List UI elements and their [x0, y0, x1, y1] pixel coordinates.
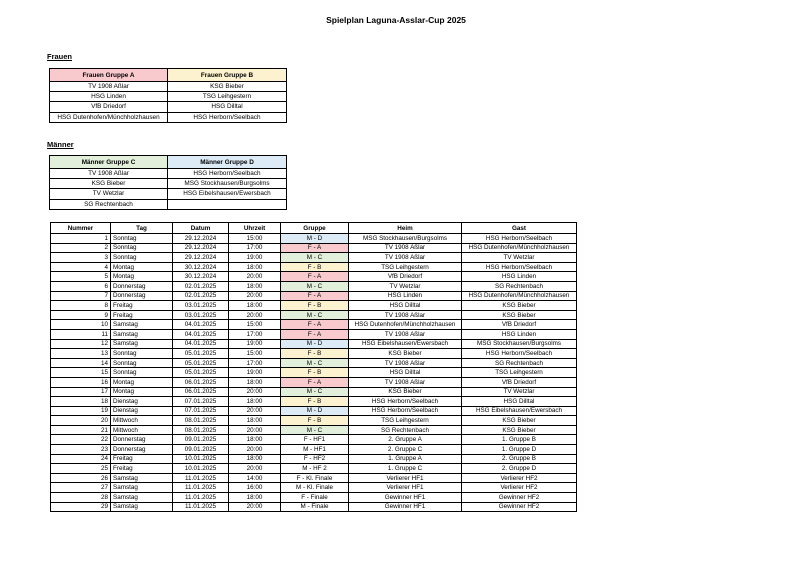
schedule-row [51, 435, 577, 445]
schedule-uhrzeit-cell: 18:00 [229, 397, 281, 407]
schedule-gast-cell: KSG Bieber [462, 301, 577, 311]
team-cell: HSG Herborn/Seelbach [168, 169, 287, 179]
schedule-datum-cell: 10.01.2025 [173, 464, 229, 474]
schedule-row [51, 358, 577, 368]
schedule-gast-cell: KSG Bieber [462, 416, 577, 426]
schedule-gast-cell: HSG Dutenhofen/Münchholzhausen [462, 291, 577, 301]
schedule-tag-cell: Sonntag [111, 368, 173, 378]
frauen-groups-table [49, 68, 287, 123]
schedule-nr-cell: 2 [51, 243, 111, 253]
schedule-gast-cell: TSG Leihgestern [462, 368, 577, 378]
schedule-uhrzeit-cell: 20:00 [229, 310, 281, 320]
schedule-uhrzeit-cell: 18:00 [229, 281, 281, 291]
schedule-row [51, 483, 577, 493]
team-cell: VfB Driedorf [50, 102, 168, 112]
schedule-uhrzeit-cell: 18:00 [229, 454, 281, 464]
schedule-gast-cell: Verlierer HF2 [462, 473, 577, 483]
schedule-gast-cell: KSG Bieber [462, 310, 577, 320]
schedule-heim-cell: Verlierer HF1 [349, 483, 462, 493]
schedule-row [51, 502, 577, 512]
schedule-uhrzeit-cell: 15:00 [229, 320, 281, 330]
schedule-nr-cell: 16 [51, 377, 111, 387]
schedule-heim-cell: 2. Gruppe A [349, 435, 462, 445]
schedule-uhrzeit-cell: 15:00 [229, 349, 281, 359]
schedule-nr-cell: 11 [51, 329, 111, 339]
schedule-tag-cell: Sonntag [111, 349, 173, 359]
schedule-row [51, 397, 577, 407]
group-team-row [50, 82, 287, 92]
team-cell: HSG Linden [50, 92, 168, 102]
schedule-row [51, 377, 577, 387]
schedule-tag-cell: Donnerstag [111, 445, 173, 455]
team-cell: TV 1908 Aßlar [50, 169, 168, 179]
schedule-gast-cell: VfB Driedorf [462, 377, 577, 387]
schedule-gruppe-cell: F - HF1 [281, 435, 349, 445]
schedule-gruppe-cell: M - D [281, 406, 349, 416]
group-team-row [50, 199, 287, 209]
schedule-nr-cell: 24 [51, 454, 111, 464]
schedule-nr-cell: 20 [51, 416, 111, 426]
schedule-tag-cell: Samstag [111, 320, 173, 330]
schedule-heim-cell: HSG Dutenhofen/Münchholzhausen [349, 320, 462, 330]
schedule-datum-cell: 02.01.2025 [173, 281, 229, 291]
group-team-row [50, 169, 287, 179]
maenner-groups-table [49, 155, 287, 210]
schedule-gruppe-cell: F - A [281, 329, 349, 339]
schedule-nr-cell: 10 [51, 320, 111, 330]
frauen-heading: Frauen [47, 52, 73, 61]
schedule-gruppe-cell: F - A [281, 320, 349, 330]
schedule-gast-cell: 2. Gruppe D [462, 464, 577, 474]
maenner-heading: Männer [47, 140, 74, 149]
schedule-tag-cell: Freitag [111, 310, 173, 320]
schedule-row [51, 368, 577, 378]
schedule-datum-cell: 07.01.2025 [173, 406, 229, 416]
schedule-uhrzeit-cell: 16:00 [229, 483, 281, 493]
schedule-uhrzeit-cell: 20:00 [229, 387, 281, 397]
schedule-tag-cell: Samstag [111, 493, 173, 503]
schedule-tag-cell: Montag [111, 262, 173, 272]
schedule-heim-cell: KSG Bieber [349, 387, 462, 397]
schedule-gruppe-cell: F - Finale [281, 493, 349, 503]
schedule-uhrzeit-cell: 20:00 [229, 445, 281, 455]
schedule-heim-cell: TV 1908 Aßlar [349, 310, 462, 320]
schedule-heim-cell: Verlierer HF1 [349, 473, 462, 483]
team-cell: TV 1908 Aßlar [50, 82, 168, 92]
team-cell: TV Wetzlar [50, 189, 168, 199]
schedule-gruppe-cell: M - D [281, 234, 349, 244]
schedule-datum-cell: 03.01.2025 [173, 301, 229, 311]
schedule-gast-cell: Verlierer HF2 [462, 483, 577, 493]
schedule-gruppe-cell: F - B [281, 368, 349, 378]
schedule-gruppe-cell: M - C [281, 253, 349, 263]
schedule-heim-cell: TV 1908 Aßlar [349, 243, 462, 253]
schedule-nr-cell: 14 [51, 358, 111, 368]
schedule-row [51, 329, 577, 339]
schedule-datum-cell: 05.01.2025 [173, 358, 229, 368]
team-cell: SG Rechtenbach [50, 199, 168, 209]
schedule-datum-cell: 07.01.2025 [173, 397, 229, 407]
schedule-datum-cell: 10.01.2025 [173, 454, 229, 464]
schedule-heim-cell: TV 1908 Aßlar [349, 329, 462, 339]
schedule-tag-cell: Montag [111, 377, 173, 387]
schedule-nr-cell: 28 [51, 493, 111, 503]
schedule-heim-cell: SG Rechtenbach [349, 425, 462, 435]
schedule-uhrzeit-cell: 17:00 [229, 243, 281, 253]
schedule-gruppe-cell: F - Kl. Finale [281, 473, 349, 483]
schedule-row [51, 281, 577, 291]
schedule-row [51, 320, 577, 330]
schedule-nr-cell: 1 [51, 234, 111, 244]
schedule-tag-cell: Dienstag [111, 397, 173, 407]
schedule-heim-cell: VfB Driedorf [349, 272, 462, 282]
schedule-uhrzeit-cell: 18:00 [229, 377, 281, 387]
schedule-row [51, 349, 577, 359]
schedule-uhrzeit-cell: 18:00 [229, 416, 281, 426]
schedule-gast-cell: MSG Stockhausen/Burgsolms [462, 339, 577, 349]
schedule-gruppe-cell: F - B [281, 349, 349, 359]
schedule-gast-cell: VfB Driedorf [462, 320, 577, 330]
schedule-nr-cell: 3 [51, 253, 111, 263]
schedule-row [51, 262, 577, 272]
schedule-uhrzeit-cell: 18:00 [229, 301, 281, 311]
schedule-uhrzeit-cell: 14:00 [229, 473, 281, 483]
schedule-row [51, 406, 577, 416]
team-cell: KSG Bieber [168, 82, 287, 92]
schedule-nr-cell: 8 [51, 301, 111, 311]
schedule-tag-cell: Montag [111, 272, 173, 282]
schedule-gruppe-cell: F - B [281, 397, 349, 407]
schedule-datum-cell: 03.01.2025 [173, 310, 229, 320]
schedule-heim-cell: 2. Gruppe C [349, 445, 462, 455]
schedule-uhrzeit-cell: 20:00 [229, 502, 281, 512]
group-team-row [50, 189, 287, 199]
group-header-cell: Männer Gruppe C [50, 156, 168, 169]
schedule-gast-cell: HSG Herborn/Seelbach [462, 262, 577, 272]
schedule-row [51, 445, 577, 455]
schedule-heim-cell: HSG Herborn/Seelbach [349, 406, 462, 416]
schedule-table [50, 222, 577, 512]
schedule-heim-cell: HSG Eibelshausen/Ewersbach [349, 339, 462, 349]
schedule-gast-cell: KSG Bieber [462, 425, 577, 435]
schedule-gruppe-cell: F - HF2 [281, 454, 349, 464]
schedule-datum-cell: 09.01.2025 [173, 435, 229, 445]
schedule-datum-cell: 11.01.2025 [173, 473, 229, 483]
schedule-gruppe-cell: F - A [281, 243, 349, 253]
schedule-uhrzeit-cell: 19:00 [229, 339, 281, 349]
schedule-uhrzeit-cell: 17:00 [229, 329, 281, 339]
schedule-header-gast: Gast [462, 223, 577, 234]
schedule-tag-cell: Sonntag [111, 358, 173, 368]
schedule-nr-cell: 25 [51, 464, 111, 474]
schedule-datum-cell: 30.12.2024 [173, 262, 229, 272]
schedule-nr-cell: 6 [51, 281, 111, 291]
schedule-gruppe-cell: F - B [281, 262, 349, 272]
schedule-gast-cell: HSG Herborn/Seelbach [462, 234, 577, 244]
schedule-uhrzeit-cell: 19:00 [229, 368, 281, 378]
schedule-row [51, 253, 577, 263]
group-header-cell: Frauen Gruppe B [168, 69, 287, 82]
schedule-tag-cell: Sonntag [111, 253, 173, 263]
schedule-nr-cell: 19 [51, 406, 111, 416]
schedule-gruppe-cell: M - C [281, 358, 349, 368]
schedule-tag-cell: Mittwoch [111, 425, 173, 435]
schedule-datum-cell: 29.12.2024 [173, 253, 229, 263]
schedule-header-uhrzeit: Uhrzeit [229, 223, 281, 234]
schedule-tag-cell: Donnerstag [111, 281, 173, 291]
page-title: Spielplan Laguna-Asslar-Cup 2025 [326, 15, 466, 25]
schedule-gast-cell: 1. Gruppe D [462, 445, 577, 455]
schedule-gruppe-cell: F - B [281, 301, 349, 311]
team-cell [168, 199, 287, 209]
schedule-tag-cell: Donnerstag [111, 291, 173, 301]
schedule-row [51, 243, 577, 253]
team-cell: HSG Dutenhofen/Münchholzhausen [50, 112, 168, 122]
schedule-datum-cell: 04.01.2025 [173, 329, 229, 339]
schedule-gruppe-cell: M - D [281, 339, 349, 349]
team-cell: HSG Eibelshausen/Ewersbach [168, 189, 287, 199]
schedule-gruppe-cell: F - A [281, 291, 349, 301]
schedule-uhrzeit-cell: 20:00 [229, 464, 281, 474]
schedule-header-heim: Heim [349, 223, 462, 234]
schedule-tag-cell: Mittwoch [111, 416, 173, 426]
schedule-row [51, 387, 577, 397]
group-team-row [50, 112, 287, 122]
team-cell: TSG Leihgestern [168, 92, 287, 102]
schedule-nr-cell: 7 [51, 291, 111, 301]
schedule-uhrzeit-cell: 15:00 [229, 234, 281, 244]
schedule-header [51, 223, 577, 234]
schedule-nr-cell: 12 [51, 339, 111, 349]
schedule-tag-cell: Samstag [111, 473, 173, 483]
schedule-nr-cell: 27 [51, 483, 111, 493]
schedule-uhrzeit-cell: 20:00 [229, 272, 281, 282]
team-cell: MSG Stockhausen/Burgsolms [168, 179, 287, 189]
schedule-row [51, 301, 577, 311]
schedule-tag-cell: Montag [111, 387, 173, 397]
schedule-datum-cell: 04.01.2025 [173, 320, 229, 330]
schedule-gast-cell: HSG Dilltal [462, 397, 577, 407]
schedule-heim-cell: HSG Dilltal [349, 368, 462, 378]
schedule-heim-cell: TSG Leihgestern [349, 262, 462, 272]
schedule-gruppe-cell: M - Kl. Finale [281, 483, 349, 493]
schedule-tag-cell: Freitag [111, 301, 173, 311]
schedule-datum-cell: 08.01.2025 [173, 425, 229, 435]
schedule-datum-cell: 11.01.2025 [173, 502, 229, 512]
schedule-gast-cell: HSG Herborn/Seelbach [462, 349, 577, 359]
schedule-nr-cell: 22 [51, 435, 111, 445]
schedule-tag-cell: Samstag [111, 502, 173, 512]
schedule-datum-cell: 29.12.2024 [173, 234, 229, 244]
schedule-nr-cell: 26 [51, 473, 111, 483]
schedule-datum-cell: 29.12.2024 [173, 243, 229, 253]
schedule-nr-cell: 17 [51, 387, 111, 397]
schedule-uhrzeit-cell: 18:00 [229, 435, 281, 445]
schedule-tag-cell: Samstag [111, 329, 173, 339]
schedule-nr-cell: 29 [51, 502, 111, 512]
schedule-uhrzeit-cell: 20:00 [229, 406, 281, 416]
schedule-gruppe-cell: M - Finale [281, 502, 349, 512]
schedule-row [51, 425, 577, 435]
schedule-row [51, 416, 577, 426]
schedule-header-nummer: Nummer [51, 223, 111, 234]
schedule-gast-cell: Gewinner HF2 [462, 502, 577, 512]
schedule-nr-cell: 9 [51, 310, 111, 320]
schedule-row [51, 454, 577, 464]
schedule-gast-cell: Gewinner HF2 [462, 493, 577, 503]
group-team-row [50, 102, 287, 112]
schedule-gast-cell: HSG Eibelshausen/Ewersbach [462, 406, 577, 416]
schedule-tag-cell: Sonntag [111, 234, 173, 244]
schedule-heim-cell: TV 1908 Aßlar [349, 253, 462, 263]
schedule-header-tag: Tag [111, 223, 173, 234]
schedule-gruppe-cell: M - C [281, 281, 349, 291]
schedule-datum-cell: 02.01.2025 [173, 291, 229, 301]
schedule-tag-cell: Sonntag [111, 243, 173, 253]
schedule-uhrzeit-cell: 20:00 [229, 291, 281, 301]
schedule-datum-cell: 04.01.2025 [173, 339, 229, 349]
schedule-gruppe-cell: F - B [281, 416, 349, 426]
schedule-gast-cell: SG Rechtenbach [462, 281, 577, 291]
schedule-heim-cell: HSG Herborn/Seelbach [349, 397, 462, 407]
schedule-row [51, 339, 577, 349]
schedule-gruppe-cell: M - HF 2 [281, 464, 349, 474]
schedule-heim-cell: KSG Bieber [349, 349, 462, 359]
schedule-row [51, 291, 577, 301]
schedule-row [51, 310, 577, 320]
schedule-gast-cell: SG Rechtenbach [462, 358, 577, 368]
schedule-gruppe-cell: F - A [281, 377, 349, 387]
schedule-nr-cell: 4 [51, 262, 111, 272]
schedule-nr-cell: 23 [51, 445, 111, 455]
schedule-gruppe-cell: M - C [281, 387, 349, 397]
schedule-gruppe-cell: F - A [281, 272, 349, 282]
schedule-datum-cell: 11.01.2025 [173, 493, 229, 503]
schedule-header-datum: Datum [173, 223, 229, 234]
schedule-gast-cell: TV Wetzlar [462, 387, 577, 397]
schedule-nr-cell: 13 [51, 349, 111, 359]
group-header-cell: Frauen Gruppe A [50, 69, 168, 82]
schedule-gast-cell: HSG Linden [462, 329, 577, 339]
schedule-datum-cell: 05.01.2025 [173, 349, 229, 359]
schedule-tag-cell: Dienstag [111, 406, 173, 416]
schedule-row [51, 493, 577, 503]
schedule-gast-cell: HSG Linden [462, 272, 577, 282]
schedule-tag-cell: Freitag [111, 454, 173, 464]
schedule-datum-cell: 09.01.2025 [173, 445, 229, 455]
schedule-heim-cell: TSG Leihgestern [349, 416, 462, 426]
schedule-heim-cell: TV 1908 Aßlar [349, 358, 462, 368]
schedule-uhrzeit-cell: 19:00 [229, 253, 281, 263]
schedule-tag-cell: Samstag [111, 483, 173, 493]
team-cell: KSG Bieber [50, 179, 168, 189]
schedule-header-gruppe: Gruppe [281, 223, 349, 234]
schedule-gruppe-cell: M - C [281, 310, 349, 320]
group-header-cell: Männer Gruppe D [168, 156, 287, 169]
schedule-body [51, 234, 577, 512]
schedule-row [51, 272, 577, 282]
schedule-nr-cell: 21 [51, 425, 111, 435]
schedule-nr-cell: 5 [51, 272, 111, 282]
schedule-tag-cell: Samstag [111, 339, 173, 349]
team-cell: HSG Herborn/Seelbach [168, 112, 287, 122]
group-team-row [50, 92, 287, 102]
schedule-uhrzeit-cell: 18:00 [229, 493, 281, 503]
schedule-heim-cell: Gewinner HF1 [349, 502, 462, 512]
schedule-uhrzeit-cell: 18:00 [229, 262, 281, 272]
group-team-row [50, 179, 287, 189]
schedule-datum-cell: 06.01.2025 [173, 387, 229, 397]
schedule-row [51, 234, 577, 244]
schedule-datum-cell: 05.01.2025 [173, 368, 229, 378]
schedule-tag-cell: Donnerstag [111, 435, 173, 445]
schedule-gast-cell: 2. Gruppe B [462, 454, 577, 464]
schedule-datum-cell: 30.12.2024 [173, 272, 229, 282]
schedule-datum-cell: 11.01.2025 [173, 483, 229, 493]
schedule-row [51, 464, 577, 474]
schedule-tag-cell: Freitag [111, 464, 173, 474]
schedule-heim-cell: HSG Dilltal [349, 301, 462, 311]
schedule-row [51, 473, 577, 483]
schedule-gruppe-cell: M - HF1 [281, 445, 349, 455]
schedule-uhrzeit-cell: 17:00 [229, 358, 281, 368]
schedule-nr-cell: 18 [51, 397, 111, 407]
team-cell: HSG Dilltal [168, 102, 287, 112]
schedule-datum-cell: 06.01.2025 [173, 377, 229, 387]
schedule-gruppe-cell: M - C [281, 425, 349, 435]
schedule-heim-cell: TV Wetzlar [349, 281, 462, 291]
schedule-heim-cell: Gewinner HF1 [349, 493, 462, 503]
schedule-gast-cell: TV Wetzlar [462, 253, 577, 263]
schedule-uhrzeit-cell: 20:00 [229, 425, 281, 435]
schedule-nr-cell: 15 [51, 368, 111, 378]
schedule-heim-cell: 1. Gruppe C [349, 464, 462, 474]
schedule-gast-cell: 1. Gruppe B [462, 435, 577, 445]
schedule-heim-cell: HSG Linden [349, 291, 462, 301]
schedule-gast-cell: HSG Dutenhofen/Münchholzhausen [462, 243, 577, 253]
schedule-heim-cell: MSG Stockhausen/Burgsolms [349, 234, 462, 244]
schedule-heim-cell: TV 1908 Aßlar [349, 377, 462, 387]
schedule-heim-cell: 1. Gruppe A [349, 454, 462, 464]
schedule-datum-cell: 08.01.2025 [173, 416, 229, 426]
